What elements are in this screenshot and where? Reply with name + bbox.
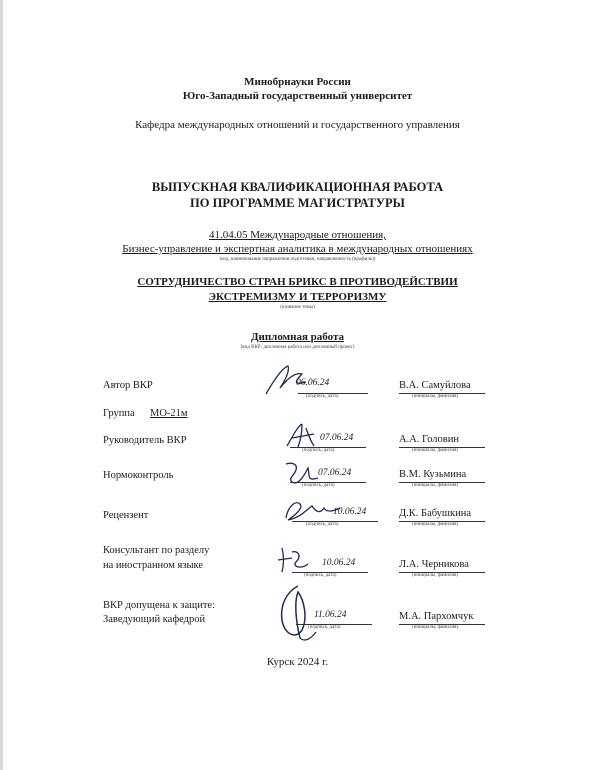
consultant-date: 10.06.24 (322, 558, 356, 568)
document-kind-caption: (вид ВКР: дипломная работа или дипломный проект) (240, 345, 355, 350)
group-label: Группа (103, 408, 135, 419)
author-sign-caption: (подпись, дата) (306, 394, 339, 399)
consultant-signature (276, 542, 312, 576)
reviewer-date: 10.06.24 (333, 507, 367, 517)
author-date: 06.06.24 (296, 378, 330, 388)
admission-label-line1: ВКР допущена к защите: (103, 600, 215, 611)
city-year: Курск 2024 г. (266, 656, 329, 668)
author-name-caption: (инициалы, фамилия) (412, 394, 459, 399)
normcontrol-name: В.М. Кузьмина (399, 469, 467, 480)
reviewer-sign-caption: (подпись, дата) (306, 522, 339, 527)
supervisor-date: 07.06.24 (320, 433, 354, 443)
consultant-label-line2: на иностранном языке (103, 560, 204, 571)
program-code: 41.04.05 Международные отношения, (209, 229, 386, 241)
admission-date: 11.06.24 (314, 610, 347, 620)
consultant-name-caption: (инициалы, фамилия) (412, 573, 459, 578)
supervisor-sign-caption: (подпись, дата) (302, 448, 335, 453)
normcontrol-label: Нормоконтроль (103, 470, 174, 481)
supervisor-name: А.А. Головин (399, 434, 459, 445)
department-name: Кафедра международных отношений и государственного управления (135, 119, 460, 131)
group-value: МО-21м (150, 408, 188, 419)
normcontrol-name-caption: (инициалы, фамилия) (412, 483, 459, 488)
admission-label-line2: Заведующий кафедрой (103, 614, 206, 625)
scan-edge (0, 0, 3, 770)
consultant-sign-caption: (подпись, дата) (304, 573, 337, 578)
normcontrol-sign-caption: (подпись, дата) (302, 483, 335, 488)
supervisor-name-caption: (инициалы, фамилия) (412, 448, 459, 453)
program-caption: (код, наименование направления подготовки, направленность (профиль)) (219, 257, 376, 262)
supervisor-signature (284, 420, 320, 450)
topic-caption: (название темы) (280, 305, 315, 310)
topic-line1: СОТРУДНИЧЕСТВО СТРАН БРИКС В ПРОТИВОДЕЙСТВИИ (137, 276, 458, 288)
university-name: Юго-Западный государственный университет (182, 90, 413, 102)
admission-name-caption: (инициалы, фамилия) (412, 625, 459, 630)
supervisor-label: Руководитель ВКР (103, 435, 187, 446)
admission-sign-caption: (подпись, дата) (308, 625, 341, 630)
reviewer-name: Д.К. Бабушкина (399, 508, 472, 519)
document-kind: Дипломная работа (250, 331, 345, 343)
ministry-name: Минобрнауки России (244, 76, 351, 88)
author-label: Автор ВКР (103, 380, 153, 391)
reviewer-label: Рецензент (103, 510, 149, 521)
topic-line2: ЭКСТРЕМИЗМУ И ТЕРРОРИЗМУ (208, 291, 387, 303)
author-name: В.А. Самуйлова (399, 380, 471, 391)
work-type-line2: ПО ПРОГРАММЕ МАГИСТРАТУРЫ (190, 196, 405, 210)
admission-name: М.А. Пархомчук (399, 611, 474, 622)
work-type-line1: ВЫПУСКНАЯ КВАЛИФИКАЦИОННАЯ РАБОТА (151, 180, 444, 194)
program-profile: Бизнес-управление и экспертная аналитика в международных отношениях (122, 243, 473, 255)
consultant-label-line1: Консультант по разделу (103, 545, 210, 556)
reviewer-name-caption: (инициалы, фамилия) (412, 522, 459, 527)
consultant-name: Л.А. Черникова (399, 559, 469, 570)
normcontrol-date: 07.06.24 (318, 468, 352, 478)
